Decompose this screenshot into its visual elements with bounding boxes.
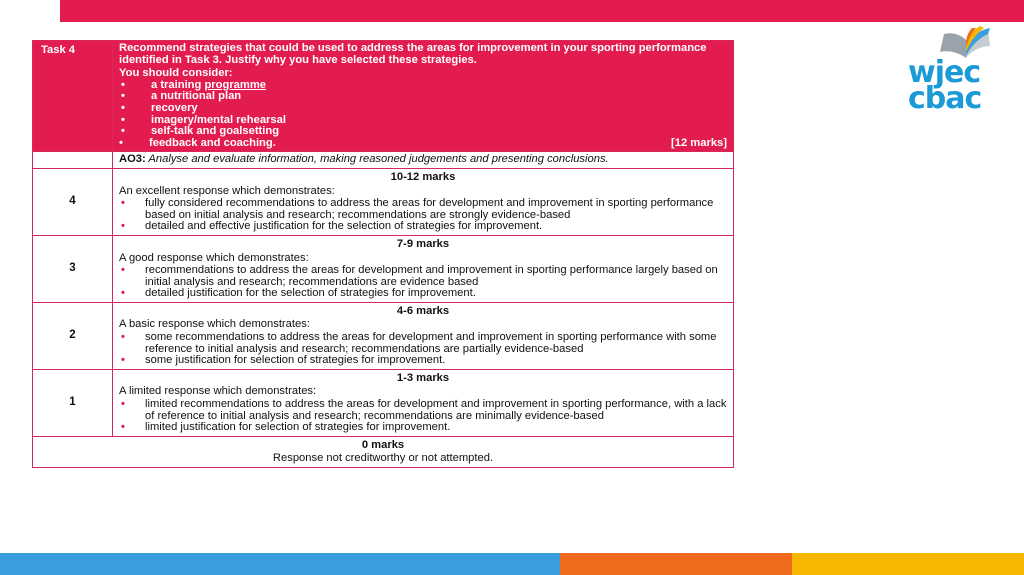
consider-label: You should consider:: [119, 67, 233, 80]
criteria-list: [119, 332, 727, 367]
consider-item: • recovery: [121, 101, 198, 114]
task-label: Task 4: [33, 41, 113, 152]
band-row-1: [33, 369, 734, 436]
consider-item: • imagery/mental rehearsal: [121, 113, 286, 126]
band-intro: A limited response which demonstrates:: [119, 385, 317, 398]
criterion: • detailed and effective justification for the selection of strategies for improvement.: [121, 220, 543, 233]
band-number: 4: [33, 168, 113, 235]
assessment-objective-row: [33, 152, 734, 169]
band-marks: 4-6 marks: [396, 304, 450, 317]
consider-item: • a training programme: [121, 78, 267, 91]
wjec-cbac-logo: [906, 26, 998, 116]
band-number: 3: [33, 235, 113, 302]
band-intro: A good response which demonstrates:: [119, 251, 309, 264]
criterion: • some recommendations to address the areas for development and improvement in sporting performance with some reference to initial analysis and research; recommendations are partially evidence-based: [121, 331, 717, 355]
band-intro: A basic response which demonstrates:: [119, 318, 310, 331]
zero-marks-cell: [33, 436, 734, 467]
criterion: • detailed justification for the selection of strategies for improvement.: [121, 287, 476, 300]
criterion: • limited justification for selection of strategies for improvement.: [121, 421, 451, 434]
band-criteria-cell: [113, 369, 734, 436]
band-criteria-cell: [113, 302, 734, 369]
ao-cell: [113, 152, 734, 169]
consider-item-last: • feedback and coaching. [12 marks]: [119, 136, 727, 149]
band-marks: 1-3 marks: [396, 371, 450, 384]
band-criteria-cell: [113, 168, 734, 235]
ao-empty-cell: [33, 152, 113, 169]
criterion: • fully considered recommendations to address the areas for development and improvement in sporting performance based on initial analysis and research; recommendations are strongly evidence-based: [121, 197, 714, 221]
band-number: 1: [33, 369, 113, 436]
consider-item: • a nutritional plan: [121, 90, 242, 103]
ao-text: Analyse and evaluate information, making reasoned judgements and presenting conclusions.: [145, 153, 609, 166]
zero-marks-label: 0 marks: [361, 438, 405, 451]
logo-wordmark-cbac: cbac: [908, 81, 982, 116]
criterion: • recommendations to address the areas for development and improvement in sporting performance largely based on initial analysis and research; recommendations are evidence based: [121, 264, 718, 288]
task-consider-list: [119, 80, 727, 150]
criterion: • some justification for selection of strategies for improvement.: [121, 354, 446, 367]
task-row: [33, 41, 734, 152]
band-row-2: [33, 302, 734, 369]
bottom-bar-blue: [0, 553, 560, 575]
band-row-3: [33, 235, 734, 302]
criteria-list: [119, 198, 727, 233]
ao-code: AO3:: [119, 153, 146, 166]
zero-marks-row: [33, 436, 734, 467]
band-intro: An excellent response which demonstrates:: [119, 184, 335, 197]
bottom-color-bar: [0, 553, 1024, 575]
band-number: 2: [33, 302, 113, 369]
logo-wordmark-wjec: wjec: [908, 55, 981, 90]
zero-marks-text: Response not creditworthy or not attempted.: [272, 452, 494, 465]
consider-item: • self-talk and goalsetting: [121, 125, 280, 138]
mark-scheme-table: [32, 40, 734, 468]
band-row-4: [33, 168, 734, 235]
criteria-list: [119, 265, 727, 300]
band-marks: 10-12 marks: [390, 170, 456, 183]
task-description: [113, 41, 734, 152]
task-text: Recommend strategies that could be used to address the areas for improvement in your sporting performance identified in Task 3. Justify why you have selected these strategies.: [119, 42, 707, 66]
band-criteria-cell: [113, 235, 734, 302]
bottom-bar-orange: [560, 553, 792, 575]
band-marks: 7-9 marks: [396, 237, 450, 250]
task-marks: [12 marks]: [671, 136, 727, 149]
criterion: • limited recommendations to address the areas for development and improvement in sporting performance, with a lack of reference to initial analysis and research; recommendations are minimally evidence-based: [121, 398, 727, 422]
bottom-bar-yellow: [792, 553, 1024, 575]
criteria-list: [119, 399, 727, 434]
top-accent-bar: [60, 0, 1024, 22]
